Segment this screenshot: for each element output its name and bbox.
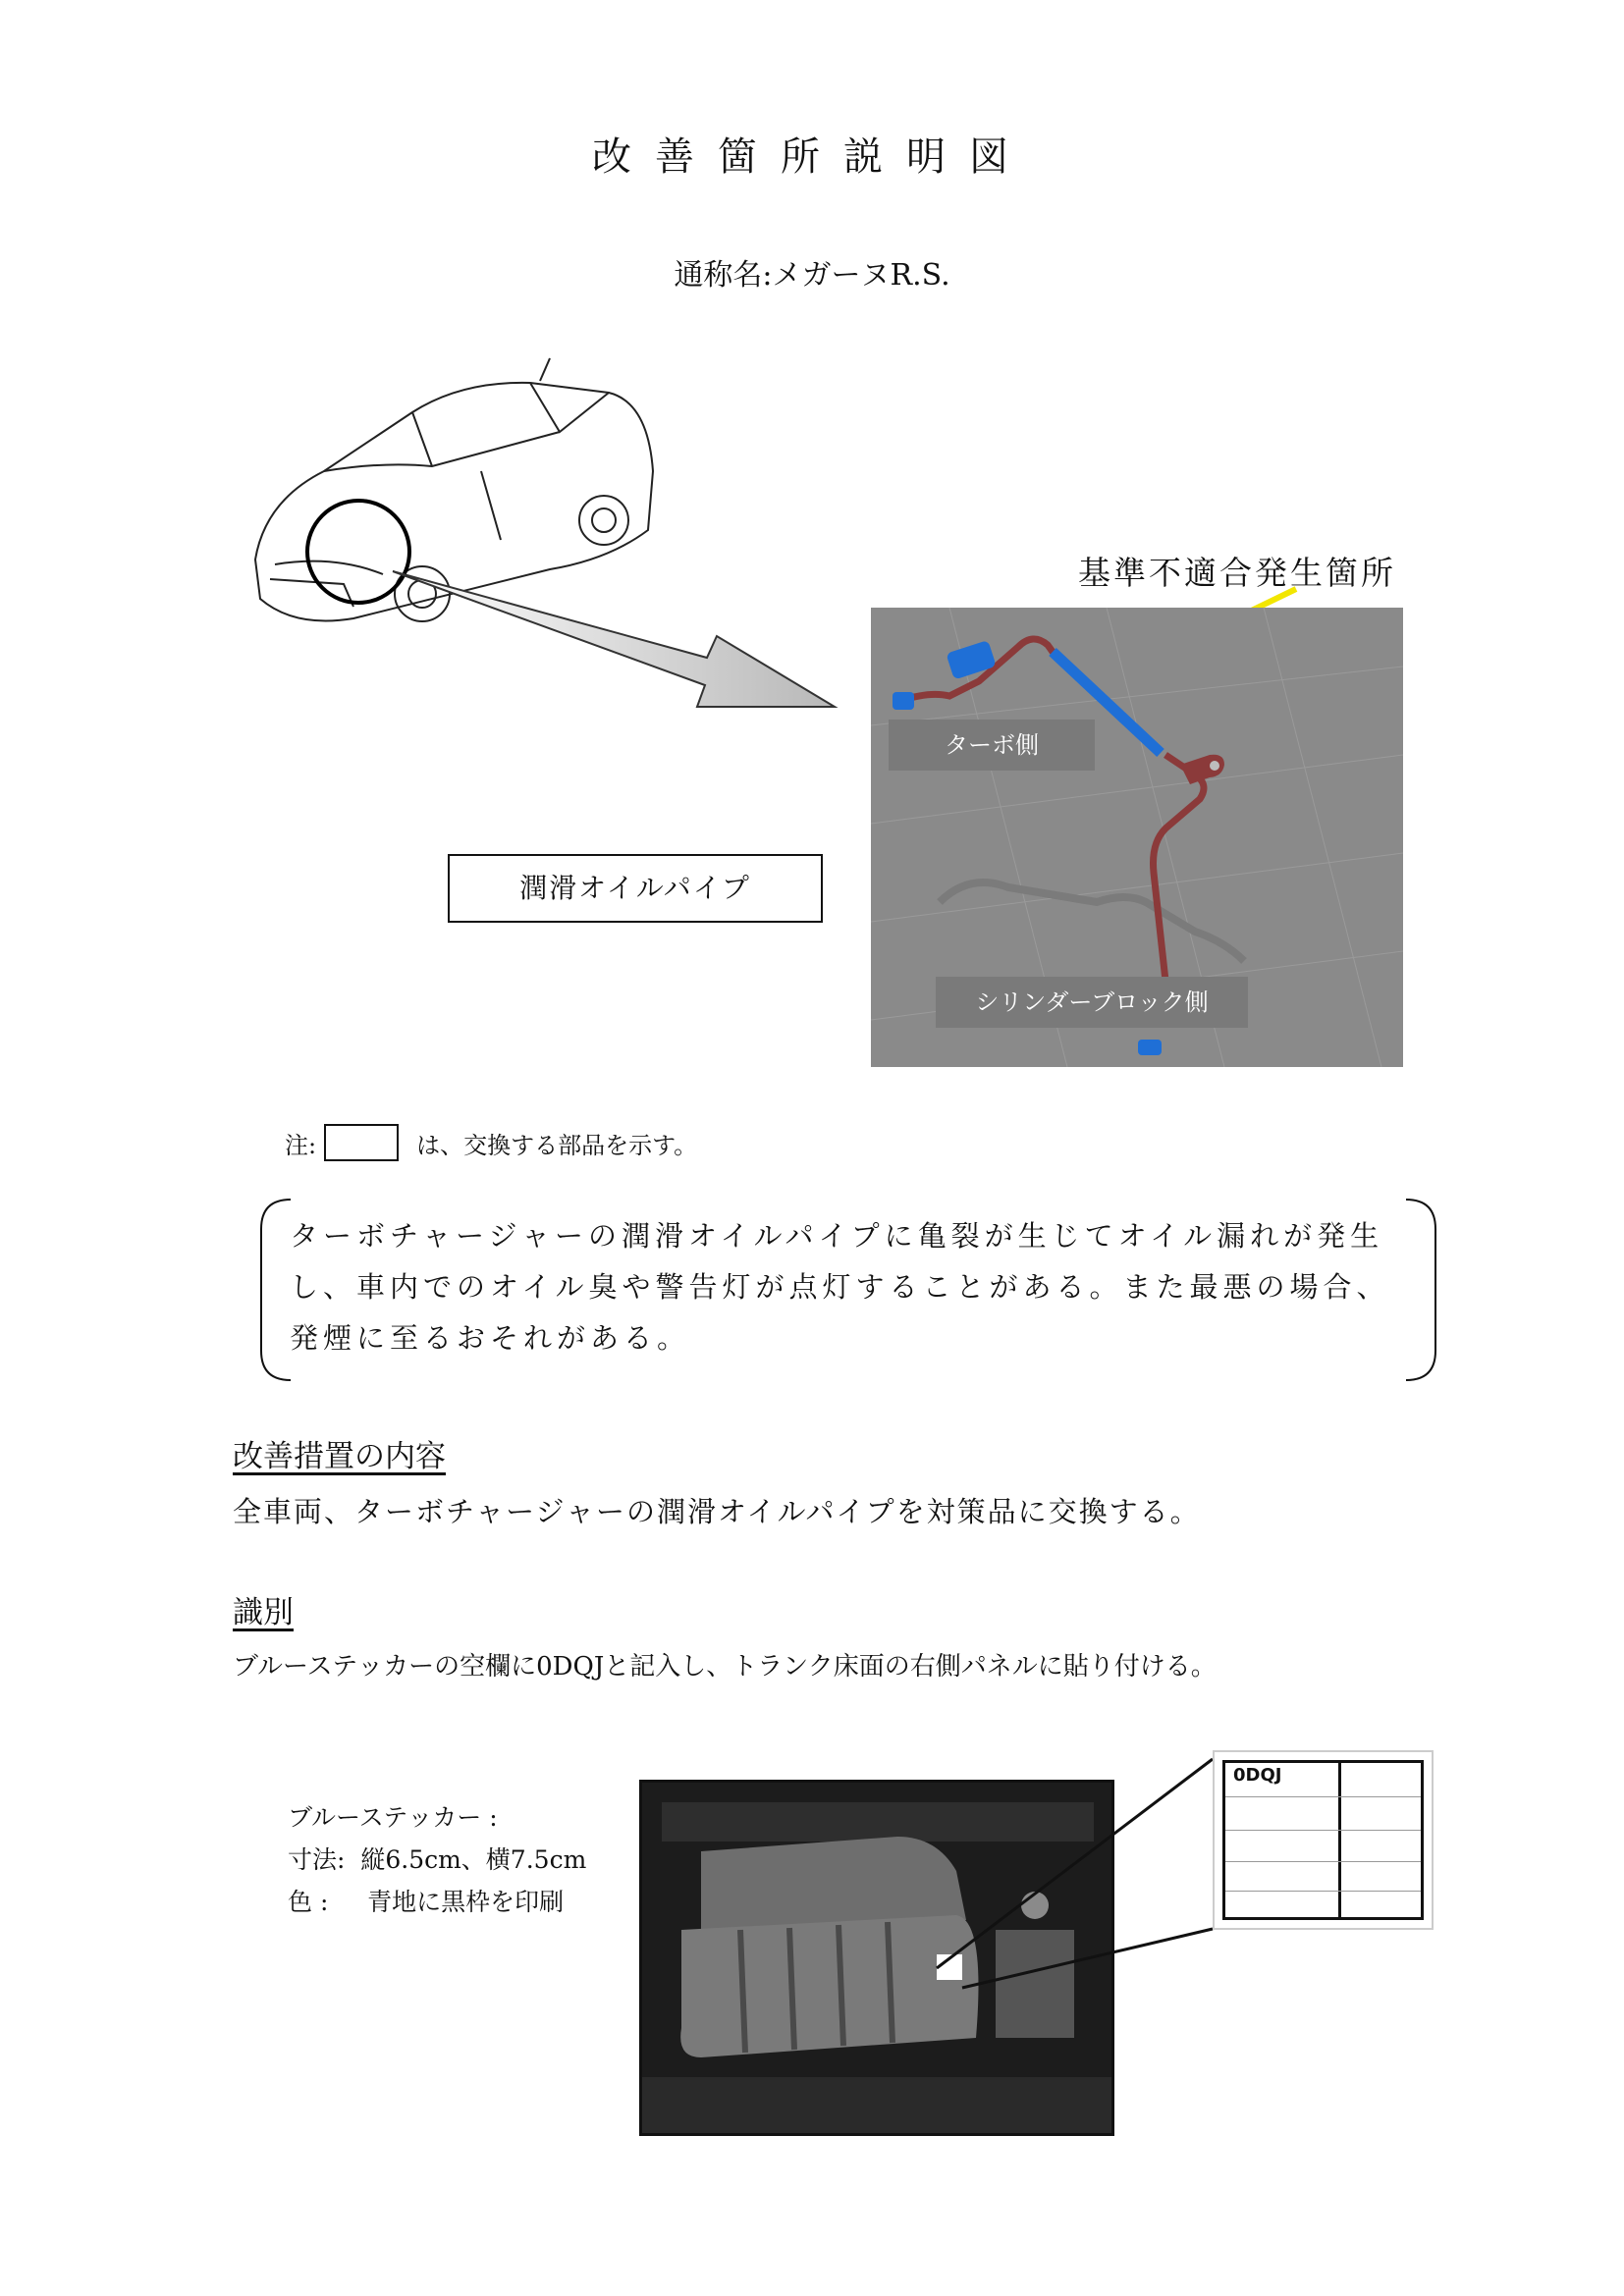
sticker-spec	[288, 1796, 586, 1923]
zoom-connector-lines	[923, 1747, 1227, 1993]
sticker-spec-title: ブルーステッカー :	[288, 1803, 498, 1832]
part-name-box: 潤滑オイルパイプ	[448, 854, 823, 923]
legend-box-icon	[324, 1124, 399, 1161]
sticker-color-row: 色 : 青地に黒枠を印刷	[288, 1888, 565, 1916]
defect-description: ターボチャージャーの潤滑オイルパイプに亀裂が生じてオイル漏れが発生し、車内でのオイル臭や警告灯が点灯することがある。また最悪の場合、発煙に至るおそれがある。	[290, 1219, 1390, 1355]
page-title: 改善箇所説明図	[592, 134, 1032, 180]
left-bracket	[255, 1196, 295, 1384]
measures-heading: 改善措置の内容	[233, 1439, 446, 1474]
oil-pipe-render	[871, 608, 1403, 1067]
identification-text: ブルーステッカーの空欄に0DQJと記入し、トランク床面の右側パネルに貼り付ける。	[233, 1652, 1217, 1682]
legend-note	[285, 1124, 697, 1161]
blue-sticker-enlarged	[1213, 1750, 1434, 1930]
sticker-code: 0DQJ	[1233, 1765, 1282, 1786]
measures-text: 全車両、ターボチャージャーの潤滑オイルパイプを対策品に交換する。	[233, 1495, 1201, 1528]
identification-heading: 識別	[233, 1595, 294, 1630]
turbo-side-label: ターボ側	[889, 720, 1095, 771]
note-prefix: 注:	[285, 1131, 317, 1159]
callout-arrow	[383, 550, 844, 717]
cylinder-block-side-label: シリンダーブロック側	[936, 977, 1248, 1028]
note-text: は、交換する部品を示す。	[416, 1131, 698, 1159]
vehicle-name: 通称名:メガーヌR.S.	[674, 258, 950, 293]
defect-location-label: 基準不適合発生箇所	[1078, 554, 1396, 592]
sticker-size-row: 寸法: 縦6.5cm、横7.5cm	[288, 1845, 587, 1874]
